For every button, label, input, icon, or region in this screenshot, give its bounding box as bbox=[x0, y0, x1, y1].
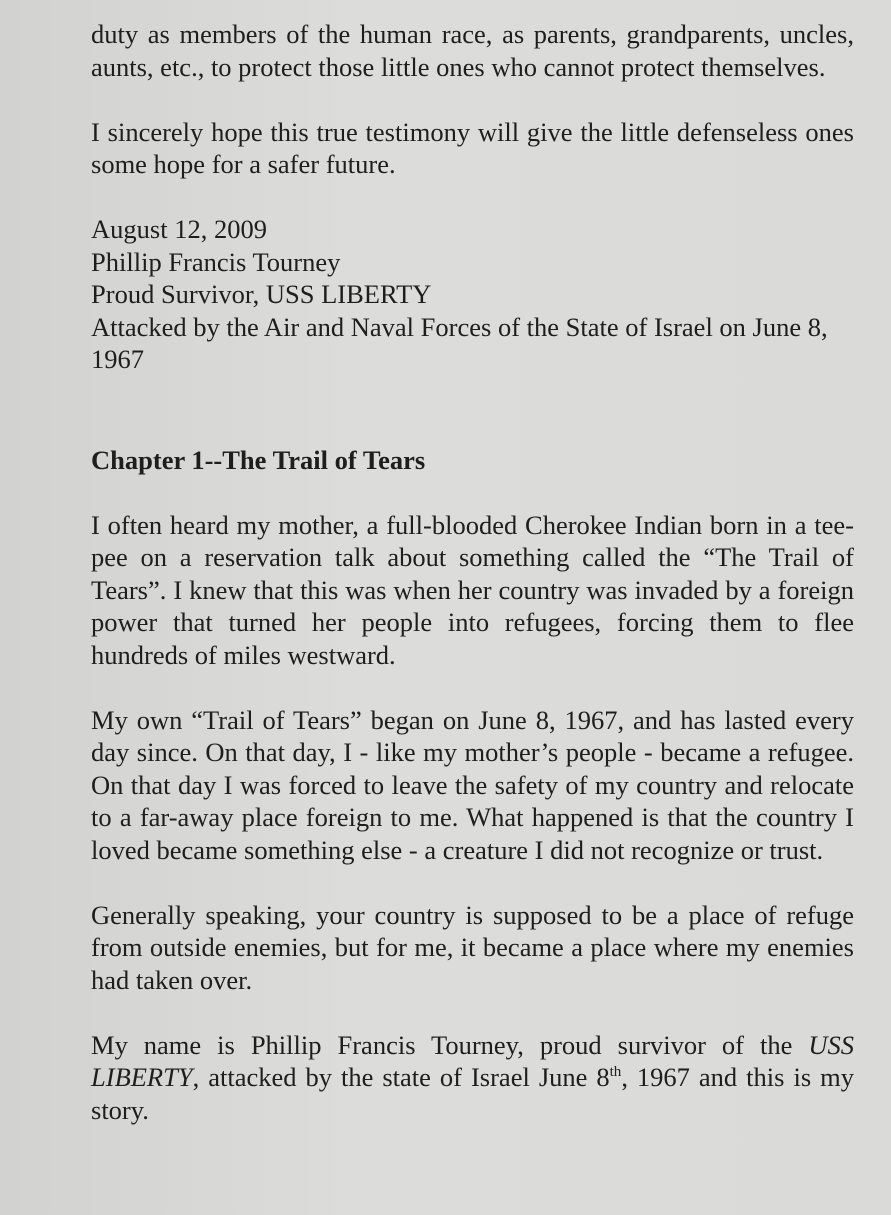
p4-after: , 1967 and this is my story. bbox=[91, 1062, 854, 1125]
p4-mid: , attacked by the state of Israel June 8 bbox=[192, 1062, 610, 1092]
signature-block bbox=[91, 213, 854, 376]
signature-title: Proud Survivor, USS LIBERTY bbox=[91, 279, 432, 309]
p4-before-ship: My name is Phillip Francis Tourney, proud survivor of the bbox=[91, 1029, 809, 1060]
chapter-paragraph-2: My own “Trail of Tears” began on June 8, 1967, and has lasted every day since. On that day, I - like my mother’s people - became a refugee. On that day I was forced to leave the safety of my country and relocate to a far-away place foreign to me. What happened is that the country I loved became something else - a creature I did not recognize or trust. bbox=[91, 704, 854, 865]
ordinal-suffix: th bbox=[609, 1064, 622, 1081]
chapter-heading: Chapter 1--The Trail of Tears bbox=[91, 444, 426, 475]
chapter-paragraph-1: I often heard my mother, a full-blooded Cherokee Indian born in a tee-pee on a reservation talk about something called the “The Trail of Tears”. I knew that this was when her country was invaded by a foreign power that turned her people into refugees, forcing them to flee hundreds of miles westward. bbox=[91, 509, 854, 670]
ship-name: USS LIBERTY bbox=[91, 1029, 854, 1092]
intro-paragraph-2: I sincerely hope this true testimony will give the little defenseless ones some hope for a safer future. bbox=[91, 116, 854, 179]
chapter-paragraph-4 bbox=[91, 1029, 854, 1127]
signature-date: August 12, 2009 bbox=[91, 214, 267, 244]
chapter-paragraph-3: Generally speaking, your country is supposed to be a place of refuge from outside enemies, but for me, it became a place where my enemies had taken over. bbox=[91, 899, 854, 995]
signature-attack-note: Attacked by the Air and Naval Forces of the State of Israel on June 8, 1967 bbox=[91, 311, 828, 374]
intro-paragraph-1: duty as members of the human race, as parents, grandparents, uncles, aunts, etc., to protect those little ones who cannot protect themselves. bbox=[91, 19, 854, 82]
page-content bbox=[91, 18, 854, 1126]
signature-name: Phillip Francis Tourney bbox=[91, 246, 341, 277]
